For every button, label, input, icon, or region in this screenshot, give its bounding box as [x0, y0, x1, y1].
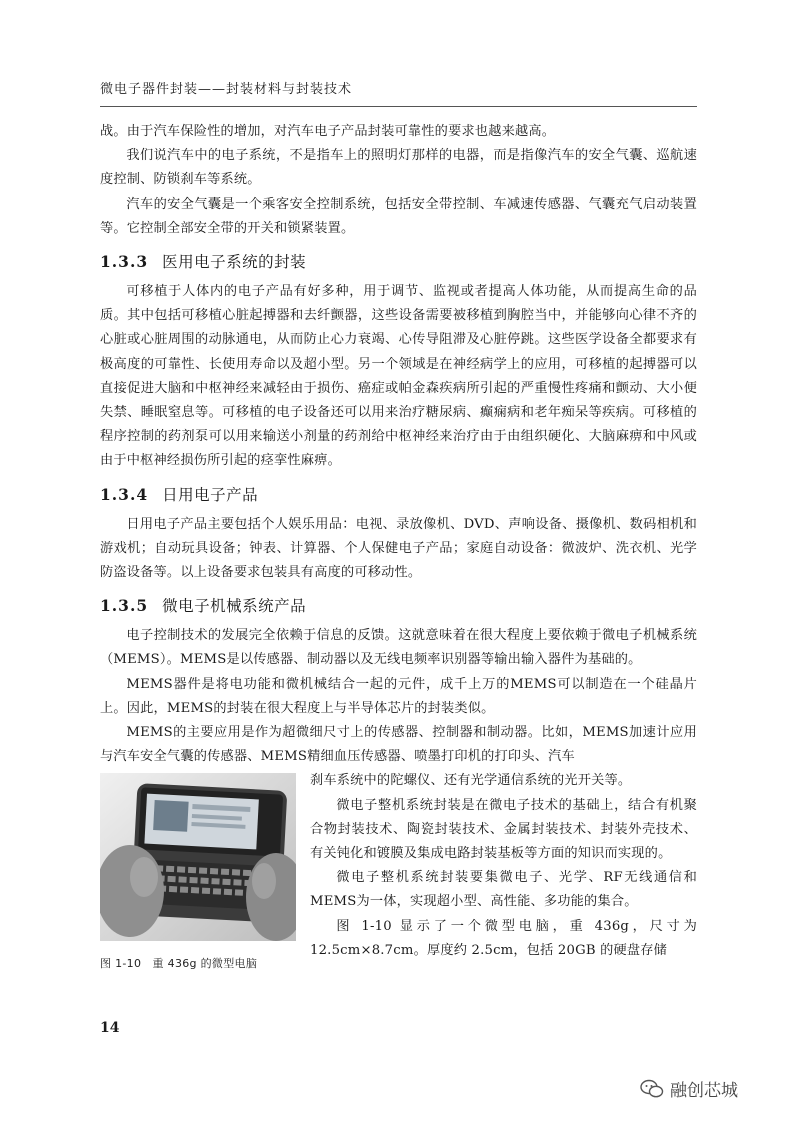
paragraph: MEMS器件是将电功能和微机械结合一起的元件，成千上万的MEMS可以制造在一个硅晶片上。因此，MEMS的封装在很大程度上与半导体芯片的封装类似。	[100, 676, 697, 716]
paragraph: 我们说汽车中的电子系统，不是指车上的照明灯那样的电器，而是指像汽车的安全气囊、巡航速度控制、防锁刹车等系统。	[100, 148, 697, 188]
paragraph: 微电子整机系统封装要集微电子、光学、RF无线通信和MEMS为一体，实现超小型、高性能、多功能的集合。	[310, 870, 697, 910]
paragraph: 电子控制技术的发展完全依赖于信息的反馈。这就意味着在很大程度上要依赖于微电子机械系统（MEMS）。MEMS是以传感器、制动器以及无线电频率识别器等输出输入器件为基础的。	[100, 628, 697, 668]
micro-computer-illustration	[100, 773, 296, 941]
wechat-icon	[640, 1079, 664, 1099]
section-heading-1-3-3	[100, 248, 697, 276]
section-title: 日用电子产品	[162, 485, 259, 504]
section-title: 医用电子系统的封装	[162, 253, 307, 272]
paragraph: 汽车的安全气囊是一个乘客安全控制系统，包括安全带控制、车减速传感器、气囊充气启动装置等。它控制全部安全带的开关和锁紧装置。	[100, 196, 697, 236]
section-heading-1-3-4	[100, 481, 697, 509]
figure-caption: 图 1-10 重 436g 的微型电脑	[100, 957, 258, 971]
paragraph: 可移植于人体内的电子产品有好多种，用于调节、监视或者提高人体功能，从而提高生命的品质。其中包括可移植心脏起搏器和去纤颤器，这些设备需要被移植到胸腔当中，并能够向心律不齐的心脏或心脏周围的动脉通电，从而防止心力衰竭、心传导阻滞及心脏停跳。这些医学设备全都要求有极高度的可靠性、长使用寿命以及超小型。另一个领域是在神经病学上的应用，可移植的起搏器可以直接促进大脑和中枢神经来减轻由于损伤、癌症或帕金森疾病所引起的严重慢性疼痛和颤动、大小便失禁、睡眠窒息等。可移植的电子设备还可以用来治疗糖尿病、癫痫病和老年痴呆等疾病。可移植的程序控制的药剂泵可以用来输送小剂量的药剂给中枢神经来治疗由于由组织硬化、大脑麻痹和中风或由于中枢神经损伤所引起的痉挛性麻痹。	[100, 284, 697, 469]
running-head: 微电子器件封装——封装材料与封装技术	[100, 82, 353, 97]
paragraph: 战。由于汽车保险性的增加，对汽车电子产品封装可靠性的要求也越来越高。	[100, 124, 556, 139]
figure-1-10	[100, 773, 296, 971]
paragraph: 日用电子产品主要包括个人娱乐用品：电视、录放像机、DVD、声响设备、摄像机、数码相机和游戏机；自动玩具设备；钟表、计算器、个人保健电子产品；家庭自动设备：微波炉、洗衣机、光学防盗设备等。以上设备要求包装具有高度的可移动性。	[100, 516, 697, 581]
section-number: 1.3.4	[100, 484, 149, 504]
section-number: 1.3.5	[100, 596, 149, 616]
section-heading-1-3-5	[100, 592, 697, 620]
paragraph: 图 1-10 显示了一个微型电脑，重 436g，尺寸为 12.5cm×8.7cm。厚度约 2.5cm，包括 20GB 的硬盘存储	[310, 918, 697, 958]
header-rule	[100, 106, 697, 107]
paragraph: MEMS的主要应用是作为超微细尺寸上的传感器、控制器和制动器。比如，MEMS加速计应用与汽车安全气囊的传感器、MEMS精细血压传感器、喷墨打印机的打印头、汽车	[100, 725, 697, 765]
paragraph: 微电子整机系统封装是在微电子技术的基础上，结合有机聚合物封装技术、陶瓷封装技术、金属封装技术、封装外壳技术、有关钝化和镀膜及集成电路封装基板等方面的知识而实现的。	[310, 797, 697, 862]
page-content	[100, 120, 697, 971]
paragraph: 刹车系统中的陀螺仪、还有光学通信系统的光开关等。	[310, 773, 632, 789]
page-number: 14	[100, 1020, 120, 1036]
watermark-text: 融创芯城	[670, 1081, 738, 1101]
section-title: 微电子机械系统产品	[162, 597, 307, 616]
watermark	[640, 1076, 738, 1101]
figure-photo	[100, 773, 296, 941]
section-number: 1.3.3	[100, 252, 149, 272]
